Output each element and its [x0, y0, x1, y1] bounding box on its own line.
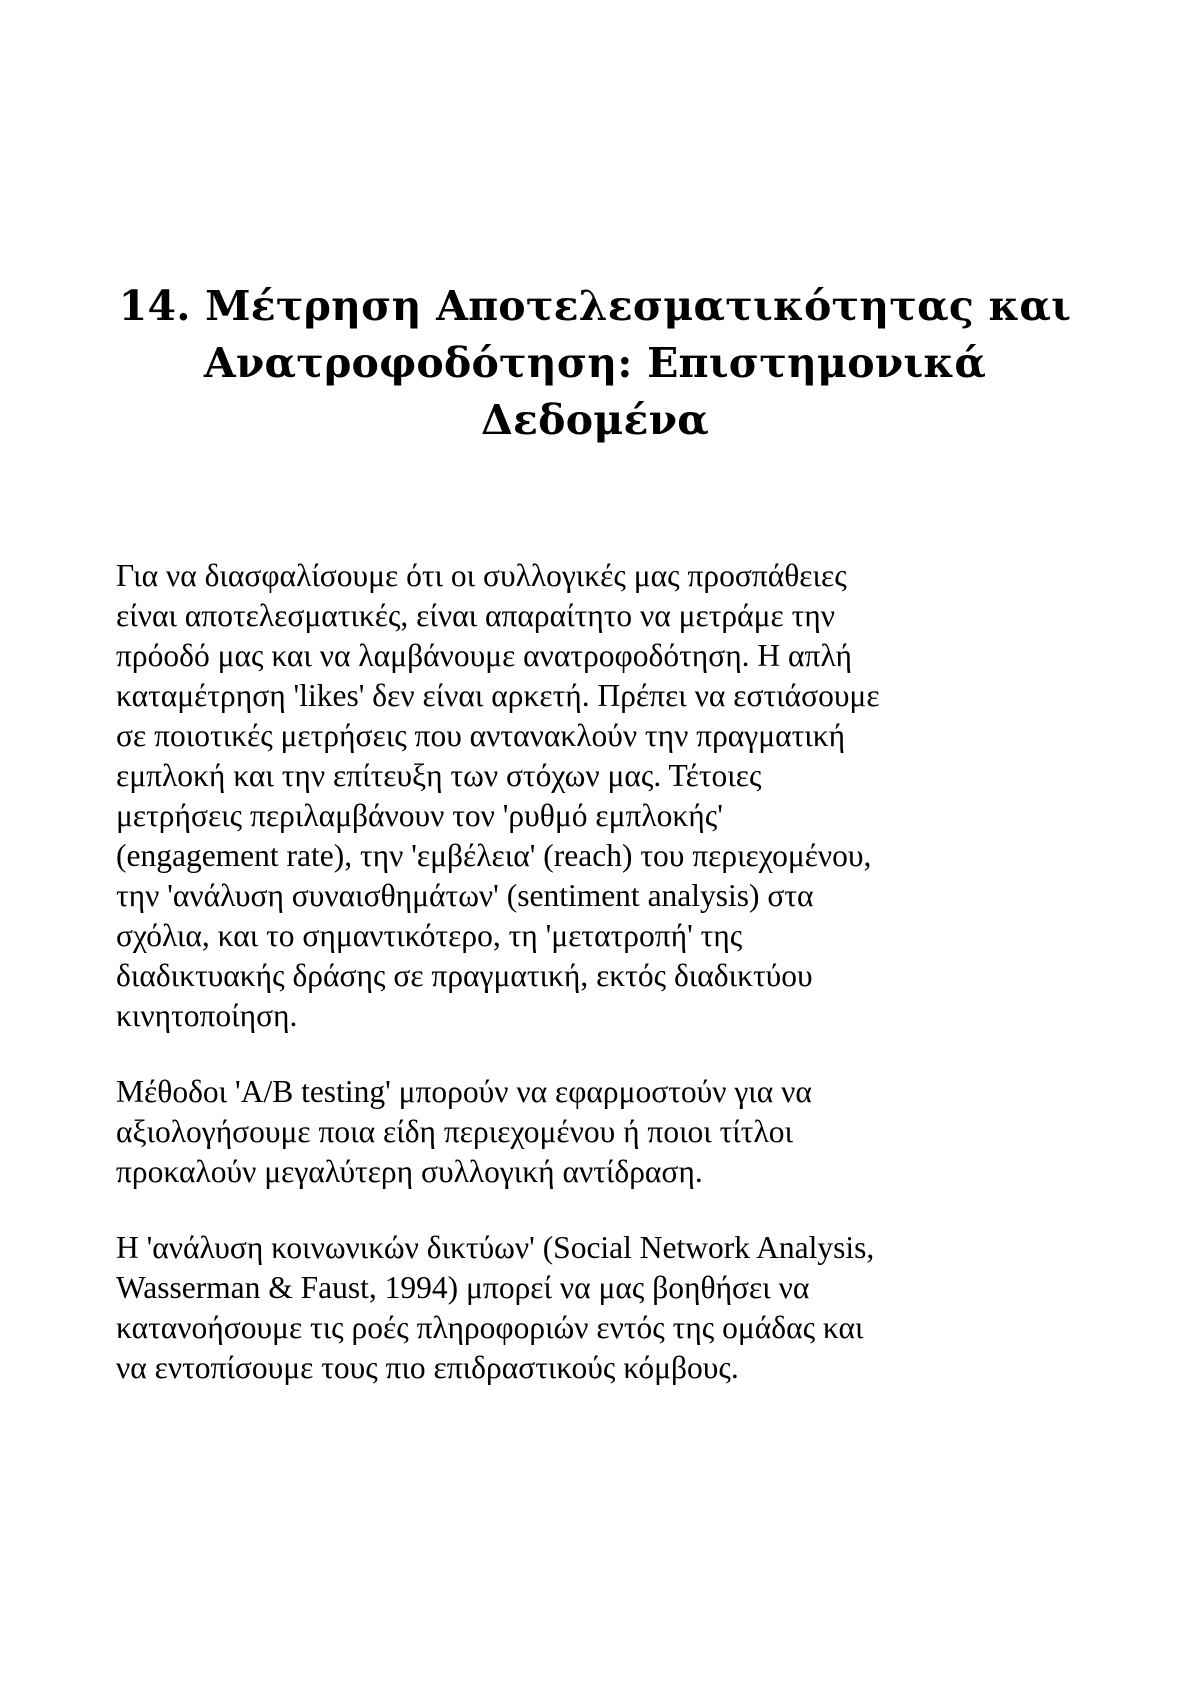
paragraph-ab-testing: Μέθοδοι 'A/B testing' μπορούν να εφαρμοστούν για να αξιολογήσουμε ποια είδη περιεχομένου ή ποιοι τίτλοι προκαλούν μεγαλύτερη συλλογική αντίδραση. — [116, 1074, 812, 1189]
page-title: 14. Μέτρηση Αποτελεσματικότητας και Ανατροφοδότηση: Επιστημονικά Δεδομένα — [118, 282, 1072, 444]
document-body — [116, 556, 1096, 1424]
paragraph-measurement: Για να διασφαλίσουμε ότι οι συλλογικές μας προσπάθειες είναι αποτελεσματικές, είναι απαραίτητο να μετράμε την πρόοδό μας και να λαμβάνουμε ανατροφοδότηση. Η απλή καταμέτρηση 'likes' δεν είναι αρκετή. Πρέπει να εστιάσουμε σε ποιοτικές μετρήσεις που αντανακλούν την πραγματική εμπλοκή και την επίτευξη των στόχων μας. Τέτοιες μετρήσεις περιλαμβάνουν τον 'ρυθμό εμπλοκής' (engagement rate), την 'εμβέλεια' (reach) του περιεχομένου, την 'ανάλυση συναισθημάτων' (sentiment analysis) στα σχόλια, και το σημαντικότερο, τη 'μετατροπή' της διαδικτυακής δράσης σε πραγματική, εκτός διαδικτύου κινητοποίηση. — [116, 558, 880, 1033]
paragraph-network-analysis: Η 'ανάλυση κοινωνικών δικτύων' (Social Network Analysis, Wasserman & Faust, 1994) μπορεί να μας βοηθήσει να κατανοήσουμε τις ροές πληροφοριών εντός της ομάδας και να εντοπίσουμε τους πιο επιδραστικούς κόμβους. — [116, 1230, 875, 1385]
